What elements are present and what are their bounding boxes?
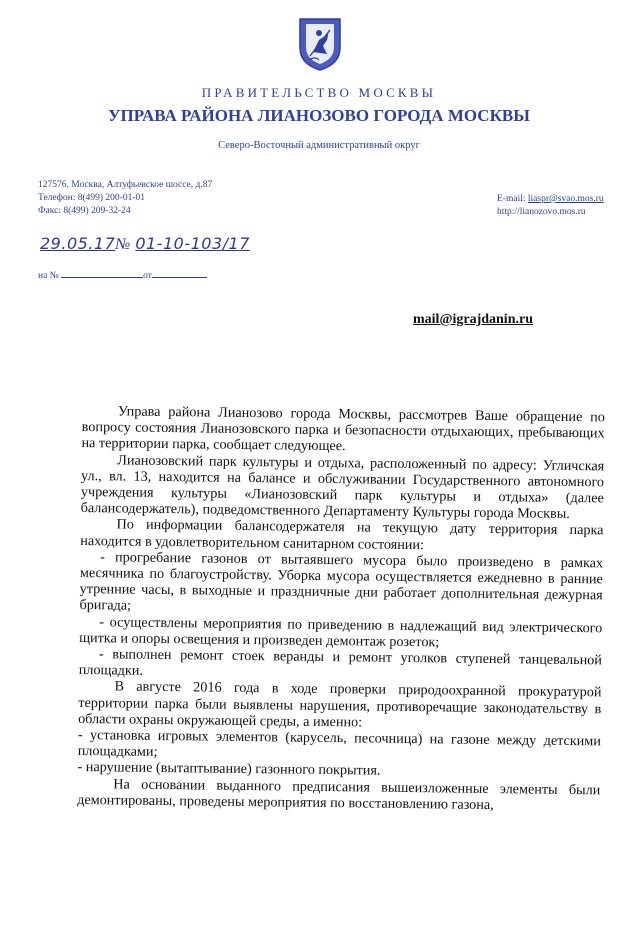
contact-block	[497, 193, 604, 219]
reference-line	[38, 268, 207, 281]
government-title: ПРАВИТЕЛЬСТВО МОСКВЫ	[201, 85, 437, 100]
phone: Телефон: 8(499) 200-01-01	[38, 193, 146, 203]
registration-number: 01-10-103/17	[135, 234, 250, 253]
district-subtitle: Северо-Восточный административный округ	[218, 140, 420, 151]
list-item: - выполнен ремонт стоек веранды и ремонт уголков ступеней танцевальной площадки.	[78, 646, 602, 680]
fax: Факс: 8(499) 209-32-24	[38, 206, 131, 216]
recipient-email[interactable]: mail@igrajdanin.ru	[413, 312, 533, 327]
registration-line	[40, 234, 250, 254]
paragraph: Лианозовский парк культуры и отдыха, расположенный по адресу: Угличская ул., вл. 13, находится на балансе и обслуживании Государственного автономного учреждения культуры «Лианозовский парк культуры и отдыха» (далее балансодержатель), подведомственного Департаменту Культуры города Москвы.	[80, 452, 605, 523]
list-item: - осуществлены мероприятия по приведению в надлежащий вид электрического щитка и опоры освещения и произведен демонтаж розеток;	[79, 613, 603, 651]
organization-title: УПРАВА РАЙОНА ЛИАНОЗОВО ГОРОДА МОСКВЫ	[108, 106, 530, 125]
website-link[interactable]: http://lianozovo.mos.ru	[497, 207, 586, 217]
paragraph: На основании выданного предписания вышеизложенные элементы были демонтированы, проведены мероприятия по восстановлению газона,	[77, 776, 601, 813]
reference-prefix: на №	[38, 271, 59, 281]
reference-date-blank	[152, 268, 207, 278]
number-sign: №	[115, 236, 131, 253]
address-block	[38, 179, 212, 218]
list-item: - прогребание газонов от вытаявшего мусора было произведено в рамках месячника по благоустройству. Уборка мусора осуществляется ежедневно в ранние утренние часы, в выходные и праздничные дни работает дополнительная дежурная бригада;	[79, 549, 604, 615]
paragraph: Управа района Лианозово города Москвы, рассмотрев Ваше обращение по вопросу состояния Лианозовского парка и безопасности отдыхающих, пребывающих на территории парка, сообщает следующее.	[81, 403, 605, 455]
paragraph: По информации балансодержателя на текущую дату территория парка находится в удовлетворительном санитарном состоянии:	[80, 516, 604, 553]
list-item: - нарушение (вытаптывание) газонного покрытия.	[77, 759, 381, 780]
address: 127576, Москва, Алтуфьевское шоссе, д.87	[38, 180, 213, 190]
letter-body	[77, 403, 605, 814]
registration-date: 29.05.17	[40, 234, 116, 253]
reference-number-blank	[61, 268, 143, 278]
reference-from: от	[143, 271, 152, 281]
list-item: - установка игровых элементов (карусель, песочница) на газоне между детскими площадками;	[77, 727, 602, 761]
email-label: E-mail:	[497, 194, 526, 204]
paragraph: В августе 2016 года в ходе проверки природоохранной прокуратурой территории парка были выявлены нарушения, противоречащие законодательству в области охраны окружающей среды, а именно:	[78, 678, 602, 731]
moscow-coat-of-arms-icon	[297, 16, 343, 72]
email-link[interactable]: liaspr@svao.mos.ru	[527, 194, 604, 204]
